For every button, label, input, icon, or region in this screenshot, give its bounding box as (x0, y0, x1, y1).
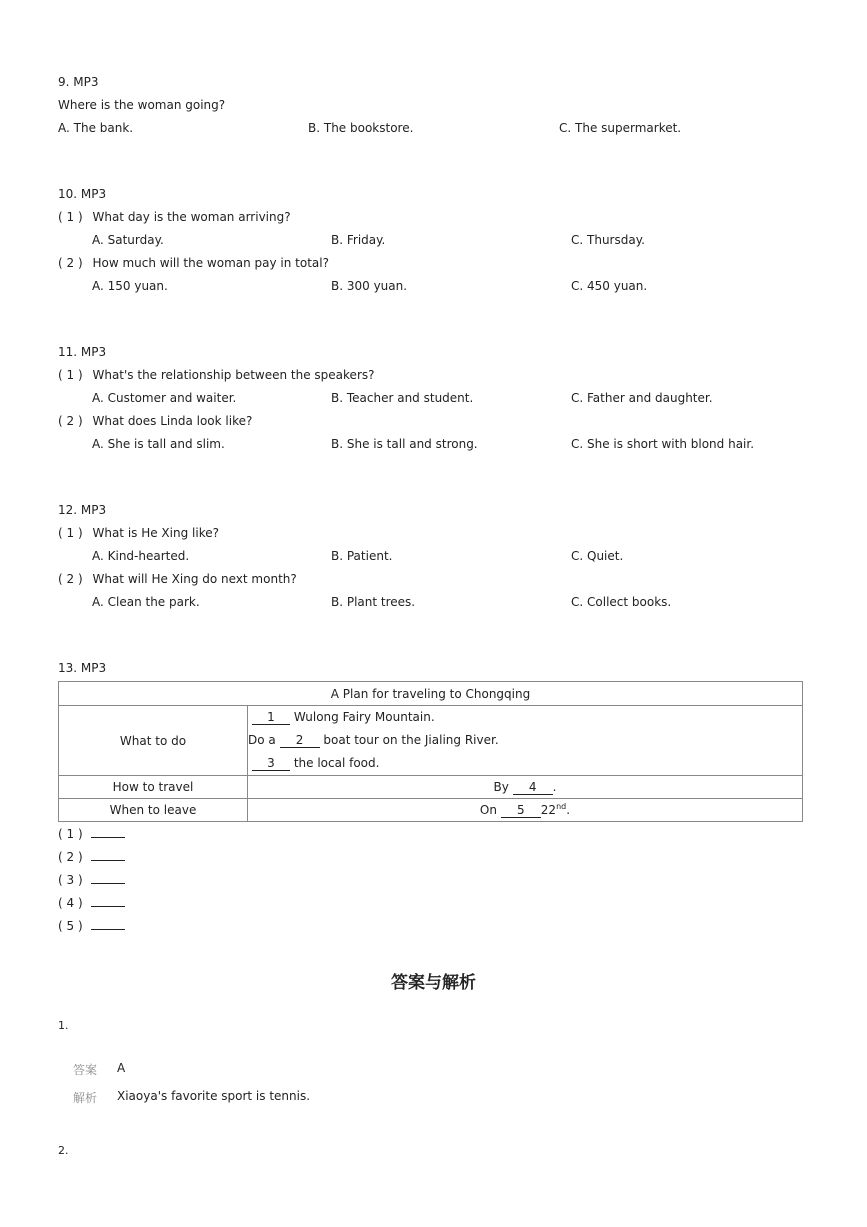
when-day: 22 (540, 803, 557, 817)
q12-sub1-text: What is He Xing like? (92, 526, 219, 540)
q10-sub1-option-c[interactable]: C. Thursday. (571, 233, 645, 247)
q9-question: Where is the woman going? (58, 98, 226, 112)
answers-heading: 答案与解析 (391, 973, 476, 993)
what-line-1 (248, 706, 802, 729)
q12-sub1-option-a[interactable]: A. Kind-hearted. (92, 549, 190, 563)
q13-answer-5 (58, 919, 125, 933)
what-line-3 (248, 752, 802, 775)
when-suffix: . (566, 803, 571, 817)
q12-sub1-option-c[interactable]: C. Quiet. (571, 549, 624, 563)
q10-sub2-question (58, 256, 329, 270)
when-ordinal: nd (556, 802, 567, 811)
blank-1: 1 (252, 710, 290, 725)
q11-sub1-option-a[interactable]: A. Customer and waiter. (92, 391, 237, 405)
q12-sub2-num: ( 2 ) (58, 572, 83, 586)
q13-answer-4-num: ( 4 ) (58, 896, 83, 910)
what-line-1-text: Wulong Fairy Mountain. (290, 710, 435, 724)
q11-sub1-num: ( 1 ) (58, 368, 83, 382)
q13-answer-3 (58, 873, 125, 887)
q11-sub1-text: What's the relationship between the speakers? (92, 368, 375, 382)
q13-answer-3-blank[interactable] (91, 873, 125, 884)
q13-answer-2-num: ( 2 ) (58, 850, 83, 864)
q11-sub1-question (58, 368, 375, 382)
q13-answer-1-blank[interactable] (91, 827, 125, 838)
how-to-travel-label: How to travel (59, 776, 248, 799)
q11-sub2-text: What does Linda look like? (92, 414, 253, 428)
travel-plan-table (58, 681, 803, 822)
q11-sub1-option-c[interactable]: C. Father and daughter. (571, 391, 713, 405)
what-line-2-text: boat tour on the Jialing River. (319, 733, 499, 747)
q9-option-a[interactable]: A. The bank. (58, 121, 134, 135)
what-line-2 (248, 729, 802, 752)
when-to-leave-cell (248, 799, 803, 822)
blank-4: 4 (513, 780, 553, 795)
q11-sub1-option-b[interactable]: B. Teacher and student. (331, 391, 474, 405)
what-to-do-label: What to do (59, 706, 248, 776)
analysis-value: Xiaoya's favorite sport is tennis. (117, 1089, 311, 1103)
q12-sub1-option-b[interactable]: B. Patient. (331, 549, 393, 563)
q12-sub2-option-b[interactable]: B. Plant trees. (331, 595, 416, 609)
q13-title: 13. MP3 (58, 661, 107, 675)
q12-title: 12. MP3 (58, 503, 107, 517)
q12-sub2-text: What will He Xing do next month? (92, 572, 297, 586)
what-to-do-cell (248, 706, 803, 776)
q12-sub2-question (58, 572, 297, 586)
q13-answer-4-blank[interactable] (91, 896, 125, 907)
analysis-label: 解析 (73, 1091, 98, 1105)
what-line-2-prefix: Do a (248, 733, 280, 747)
how-suffix: . (552, 779, 557, 794)
q13-answer-1-num: ( 1 ) (58, 827, 83, 841)
when-to-leave-label: When to leave (59, 799, 248, 822)
q11-sub2-question (58, 414, 252, 428)
q10-sub1-option-b[interactable]: B. Friday. (331, 233, 386, 247)
blank-5: 5 (501, 803, 541, 818)
q12-sub2-option-c[interactable]: C. Collect books. (571, 595, 672, 609)
q13-answer-2 (58, 850, 125, 864)
q13-answer-3-num: ( 3 ) (58, 873, 83, 887)
q9-option-c[interactable]: C. The supermarket. (559, 121, 682, 135)
q10-sub2-option-a[interactable]: A. 150 yuan. (92, 279, 168, 293)
q10-title: 10. MP3 (58, 187, 107, 201)
answer-value: A (117, 1061, 126, 1075)
q10-sub1-option-a[interactable]: A. Saturday. (92, 233, 164, 247)
q10-sub1-question (58, 210, 291, 224)
q11-title: 11. MP3 (58, 345, 107, 359)
table-title: A Plan for traveling to Chongqing (59, 682, 803, 706)
q13-answer-1 (58, 827, 125, 841)
answer-item-1-num: 1. (58, 1019, 69, 1032)
q10-sub2-num: ( 2 ) (58, 256, 83, 270)
q10-sub1-num: ( 1 ) (58, 210, 83, 224)
q13-answer-5-blank[interactable] (91, 919, 125, 930)
q10-sub2-option-c[interactable]: C. 450 yuan. (571, 279, 648, 293)
q13-answer-4 (58, 896, 125, 910)
answer-label: 答案 (73, 1063, 98, 1077)
q10-sub2-option-b[interactable]: B. 300 yuan. (331, 279, 408, 293)
q12-sub1-question (58, 526, 219, 540)
what-line-3-text: the local food. (290, 756, 380, 770)
how-to-travel-cell (248, 776, 803, 799)
q13-answer-2-blank[interactable] (91, 850, 125, 861)
q12-sub2-option-a[interactable]: A. Clean the park. (92, 595, 200, 609)
blank-3: 3 (252, 756, 290, 771)
how-prefix: By (493, 779, 513, 794)
blank-2: 2 (280, 733, 320, 748)
q11-sub2-option-a[interactable]: A. She is tall and slim. (92, 437, 225, 451)
answer-item-2-num: 2. (58, 1144, 69, 1157)
when-prefix: On (479, 803, 501, 817)
q11-sub2-option-c[interactable]: C. She is short with blond hair. (571, 437, 755, 451)
q10-sub1-text: What day is the woman arriving? (92, 210, 291, 224)
q11-sub2-num: ( 2 ) (58, 414, 83, 428)
q9-option-b[interactable]: B. The bookstore. (308, 121, 414, 135)
q13-answer-5-num: ( 5 ) (58, 919, 83, 933)
q10-sub2-text: How much will the woman pay in total? (92, 256, 329, 270)
q12-sub1-num: ( 1 ) (58, 526, 83, 540)
q11-sub2-option-b[interactable]: B. She is tall and strong. (331, 437, 478, 451)
q9-title: 9. MP3 (58, 75, 99, 89)
